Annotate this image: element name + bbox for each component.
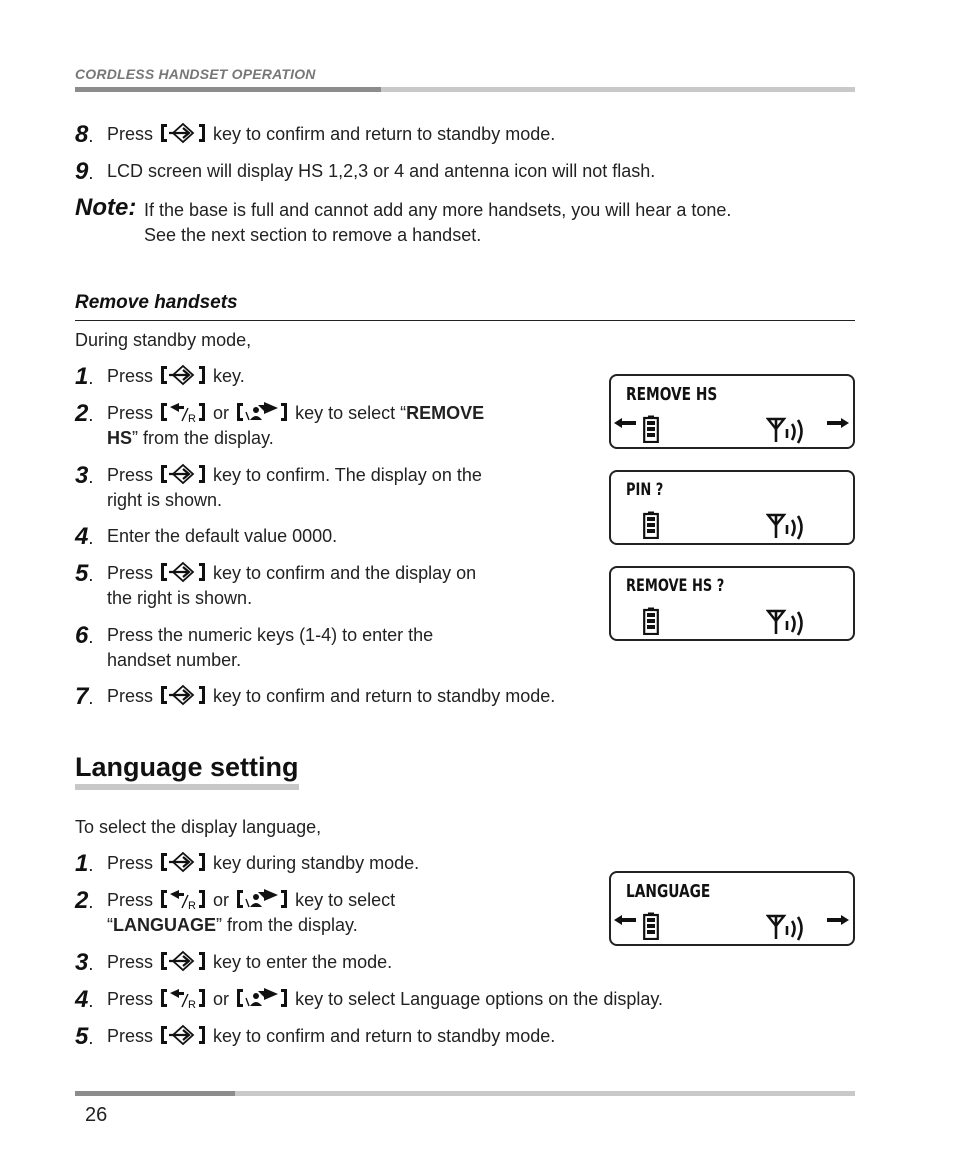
language-step-5: 5. Press key to confirm and return to standby mode. <box>75 1023 556 1050</box>
note-line-2: See the next section to remove a handset. <box>144 225 482 245</box>
header-rule-light <box>381 87 855 92</box>
lcd-pin <box>609 470 855 545</box>
ok-key-icon <box>160 684 206 706</box>
antenna-signal-icon <box>766 913 806 941</box>
heading-underline <box>75 784 299 790</box>
up-r-key-icon <box>160 401 206 423</box>
remove-step-4: 4. Enter the default value 0000. <box>75 523 338 550</box>
ok-key-icon <box>160 463 206 485</box>
note-label: Note: <box>75 194 137 221</box>
battery-icon <box>643 415 659 443</box>
up-r-key-icon <box>160 987 206 1009</box>
remove-step-3: 3. Press key to confirm. The display on the right is shown. <box>75 462 482 510</box>
divider <box>75 320 855 321</box>
battery-icon <box>643 607 659 635</box>
ok-key-icon <box>160 561 206 583</box>
step-9: 9. LCD screen will display HS 1,2,3 or 4 and antenna icon will not flash. <box>75 158 656 185</box>
note-line-1: If the base is full and cannot add any more handsets, you will hear a tone. <box>144 200 732 220</box>
battery-icon <box>643 511 659 539</box>
down-contacts-key-icon <box>236 987 288 1009</box>
left-arrow-icon <box>614 418 636 428</box>
lcd-language <box>609 871 855 946</box>
footer-rule-dark <box>75 1091 235 1096</box>
header-rule-dark <box>75 87 381 92</box>
right-arrow-icon <box>827 915 849 925</box>
remove-step-1: 1. Press key. <box>75 363 245 390</box>
battery-icon <box>643 912 659 940</box>
lcd-text: PIN ? <box>626 480 664 500</box>
left-arrow-icon <box>614 915 636 925</box>
note <box>75 194 855 249</box>
language-step-3: 3. Press key to enter the mode. <box>75 949 393 976</box>
footer-rule-light <box>235 1091 855 1096</box>
remove-intro: During standby mode, <box>75 330 252 350</box>
ok-key-icon <box>160 364 206 386</box>
language-step-2: 2. Press or key to select “LANGUAGE” from the display. <box>75 887 396 935</box>
lcd-remove-hs <box>609 374 855 449</box>
remove-step-2: 2. Press or key to select “REMOVE HS” from the display. <box>75 400 485 448</box>
lcd-text: LANGUAGE <box>626 881 711 902</box>
language-intro: To select the display language, <box>75 817 322 837</box>
lcd-remove-hs-question <box>609 566 855 641</box>
ok-key-icon <box>160 950 206 972</box>
section-header: CORDLESS HANDSET OPERATION <box>75 66 316 82</box>
right-arrow-icon <box>827 418 849 428</box>
ok-key-icon <box>160 1024 206 1046</box>
up-r-key-icon <box>160 888 206 910</box>
remove-step-6: 6. Press the numeric keys (1-4) to enter the handset number. <box>75 622 434 670</box>
down-contacts-key-icon <box>236 401 288 423</box>
page-number: 26 <box>85 1104 108 1126</box>
language-setting-heading: Language setting <box>75 752 299 782</box>
remove-step-5: 5. Press key to confirm and the display on the right is shown. <box>75 560 477 608</box>
antenna-signal-icon <box>766 416 806 444</box>
lcd-text: REMOVE HS <box>626 384 718 405</box>
remove-step-7: 7. Press key to confirm and return to standby mode. <box>75 683 556 710</box>
language-step-1: 1. Press key during standby mode. <box>75 850 420 877</box>
ok-key-icon <box>160 851 206 873</box>
remove-handsets-title: Remove handsets <box>75 292 238 313</box>
ok-key-icon <box>160 122 206 144</box>
antenna-signal-icon <box>766 512 806 540</box>
antenna-signal-icon <box>766 608 806 636</box>
lcd-text: REMOVE HS ? <box>626 576 725 596</box>
down-contacts-key-icon <box>236 888 288 910</box>
step-8: 8. Press key to confirm and return to standby mode. <box>75 121 556 148</box>
language-step-4: 4. Press or key to select Language options on the display. <box>75 986 664 1013</box>
